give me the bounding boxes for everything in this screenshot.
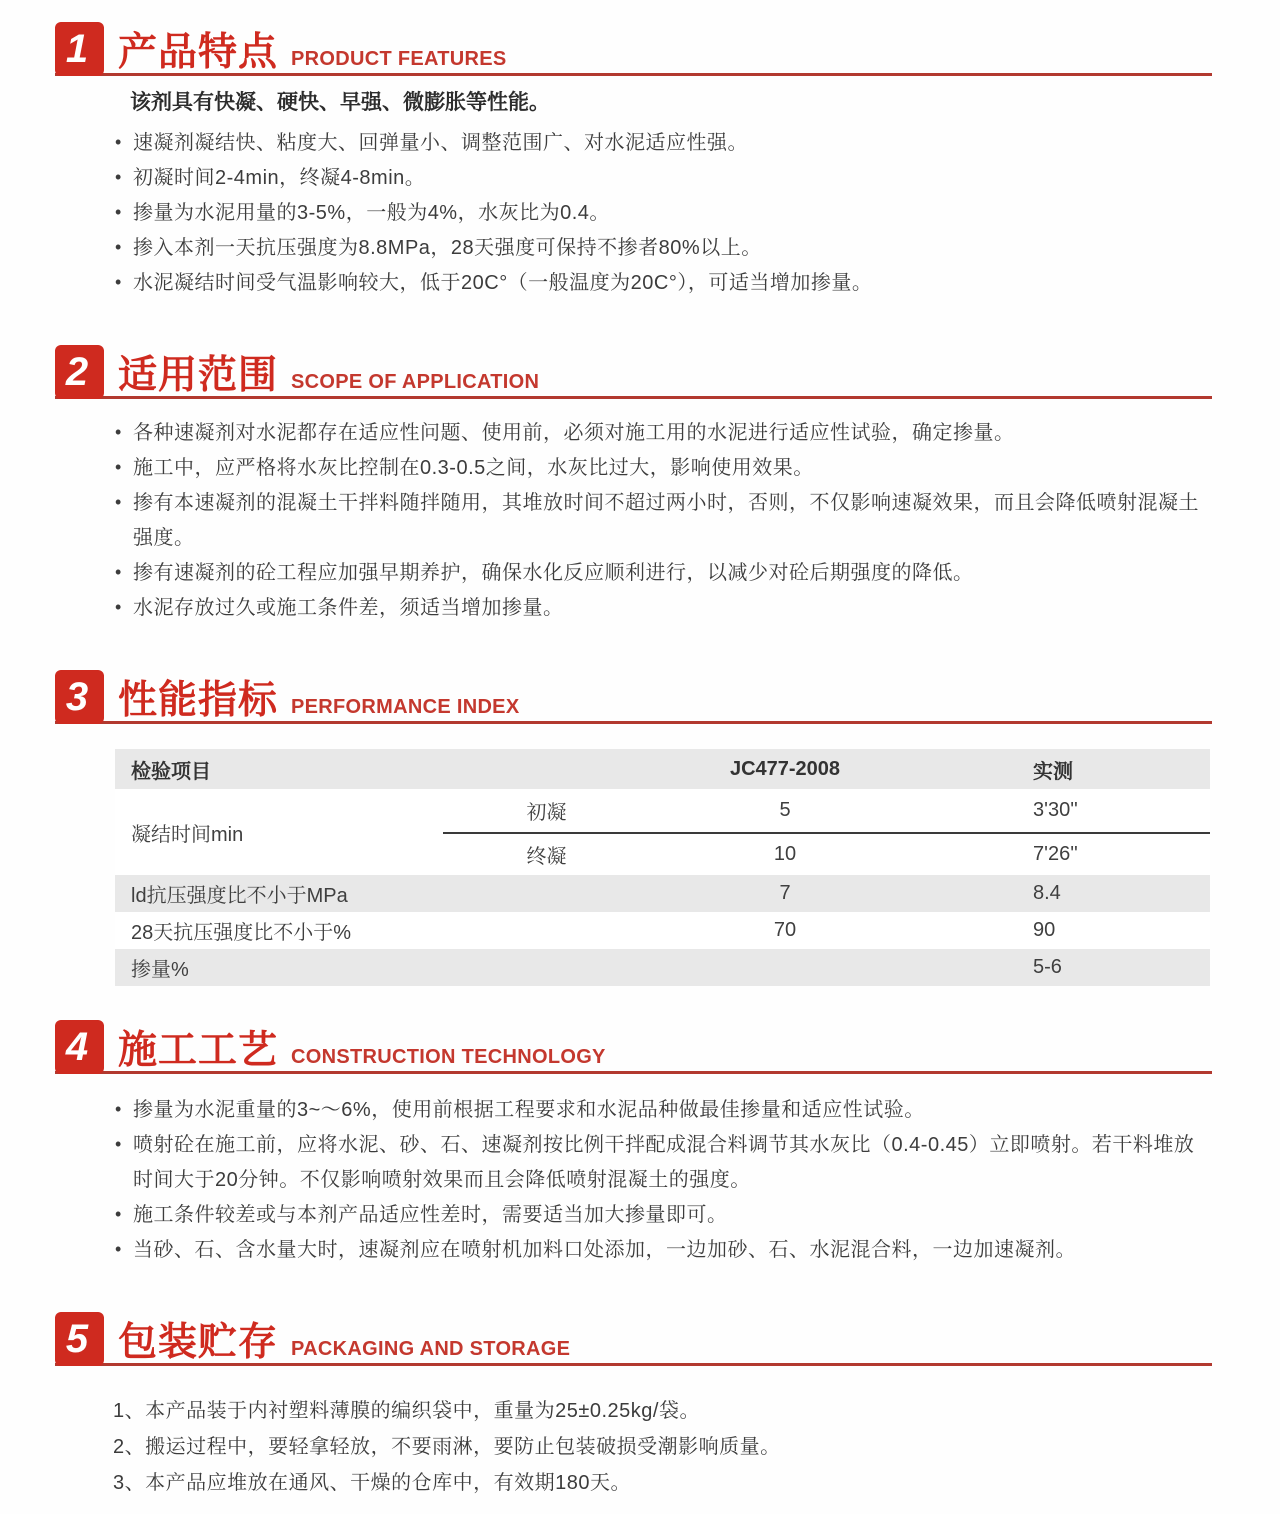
bullet-item: • 施工条件较差或与本剂产品适应性差时，需要适当加大掺量即可。 (113, 1198, 1212, 1233)
section-header (55, 668, 1212, 724)
numbered-item: 3、本产品应堆放在通风、干燥的仓库中，有效期180天。 (113, 1472, 631, 1494)
numbered-item: 2、搬运过程中，要轻拿轻放，不要雨淋，要防止包装破损受潮影响质量。 (113, 1436, 781, 1458)
section-performance-index (55, 668, 1212, 986)
bullet-item: • 掺有本速凝剂的混凝土干拌料随拌随用，其堆放时间不超过两小时，否则，不仅影响速凝效果，而且会降低喷射混凝土强度。 (113, 486, 1212, 556)
bullet-item: • 掺量为水泥重量的3~～6%，使用前根据工程要求和水泥品种做最佳掺量和适应性试验。 (113, 1093, 1212, 1128)
header-standard: JC477-2008 (729, 757, 841, 780)
table-row-dosage: 掺量% 5-6 (115, 949, 1210, 986)
section-scope-of-application (55, 343, 1212, 626)
features-bullet-list (113, 126, 1212, 301)
section-title-cn: 施工工艺 (118, 1029, 279, 1072)
section-product-features (55, 20, 1212, 301)
bullet-item: • 水泥凝结时间受气温影响较大，低于20C°（一般温度为20C°），可适当增加掺量。 (113, 266, 1212, 301)
bullet-item: • 速凝剂凝结快、粘度大、回弹量小、调整范围广、对水泥适应性强。 (113, 126, 1212, 161)
section-title-en: SCOPE OF APPLICATION (291, 371, 540, 393)
header-inspection-item: 检验项目 (131, 760, 211, 783)
bullet-item: • 喷射砼在施工前，应将水泥、砂、石、速凝剂按比例干拌配成混合料调节其水灰比（0.4-0.45）立即喷射。若干料堆放时间大于20分钟。不仅影响喷射效果而且会降低喷射混凝土的强度。 (113, 1128, 1212, 1198)
table-row-1d-strength: ld抗压强度比不小于MPa 7 8.4 (115, 875, 1210, 912)
construction-bullet-list (113, 1093, 1212, 1268)
table-row-setting-time (115, 789, 1210, 875)
bullet-item: • 初凝时间2-4min，终凝4-8min。 (113, 161, 1212, 196)
bullet-item: • 掺有速凝剂的砼工程应加强早期养护，确保水化反应顺利进行，以减少对砼后期强度的降低。 (113, 556, 1212, 591)
table-subrow-initial-set: 初凝 5 3'30'' (526, 799, 1078, 824)
table-row-28d-strength: 28天抗压强度比不小于% 70 90 (115, 912, 1210, 949)
features-intro: 该剂具有快凝、硬快、早强、微膨胀等性能。 (130, 91, 550, 114)
bullet-item: • 掺量为水泥用量的3-5%，一般为4%，水灰比为0.4。 (113, 196, 1212, 231)
section-header (55, 20, 1212, 76)
section-number-badge: 2 (55, 345, 104, 399)
bullet-item: • 施工中，应严格将水灰比控制在0.3-0.5之间，水灰比过大，影响使用效果。 (113, 451, 1212, 486)
section-title-cn: 适用范围 (118, 354, 279, 397)
performance-table (115, 749, 1210, 986)
section-title-cn: 包装贮存 (118, 1321, 279, 1364)
packaging-numbered-list (113, 1393, 1212, 1501)
section-title-en: CONSTRUCTION TECHNOLOGY (291, 1046, 606, 1068)
section-construction-technology (55, 1018, 1212, 1268)
section-title-cn: 产品特点 (118, 31, 279, 74)
section-header (55, 1018, 1212, 1074)
section-header (55, 1310, 1212, 1366)
scope-bullet-list (113, 416, 1212, 626)
section-number-badge: 3 (55, 670, 104, 724)
bullet-item: • 当砂、石、含水量大时，速凝剂应在喷射机加料口处添加，一边加砂、石、水泥混合料，一边加速凝剂。 (113, 1233, 1212, 1268)
section-title-cn: 性能指标 (118, 679, 279, 722)
section-number-badge: 1 (55, 22, 104, 76)
section-header (55, 343, 1212, 399)
section-number-badge: 4 (55, 1020, 104, 1074)
bullet-item: • 掺入本剂一天抗压强度为8.8MPa，28天强度可保持不掺者80%以上。 (113, 231, 1212, 266)
section-title-en: PACKAGING AND STORAGE (291, 1338, 571, 1360)
table-subrow-final-set: 终凝 10 7'26'' (443, 832, 1210, 875)
header-measured: 实测 (1033, 760, 1073, 783)
table-header-row (115, 749, 1210, 789)
bullet-item: • 各种速凝剂对水泥都存在适应性问题、使用前，必须对施工用的水泥进行适应性试验，确定掺量。 (113, 416, 1212, 451)
section-title-en: PERFORMANCE INDEX (291, 696, 520, 718)
section-title-en: PRODUCT FEATURES (291, 48, 507, 70)
section-packaging-storage (55, 1310, 1212, 1501)
bullet-item: • 水泥存放过久或施工条件差，须适当增加掺量。 (113, 591, 1212, 626)
numbered-item: 1、本产品装于内衬塑料薄膜的编织袋中，重量为25±0.25kg/袋。 (113, 1400, 700, 1422)
setting-time-label: 凝结时间min (131, 823, 244, 846)
section-number-badge: 5 (55, 1312, 104, 1366)
